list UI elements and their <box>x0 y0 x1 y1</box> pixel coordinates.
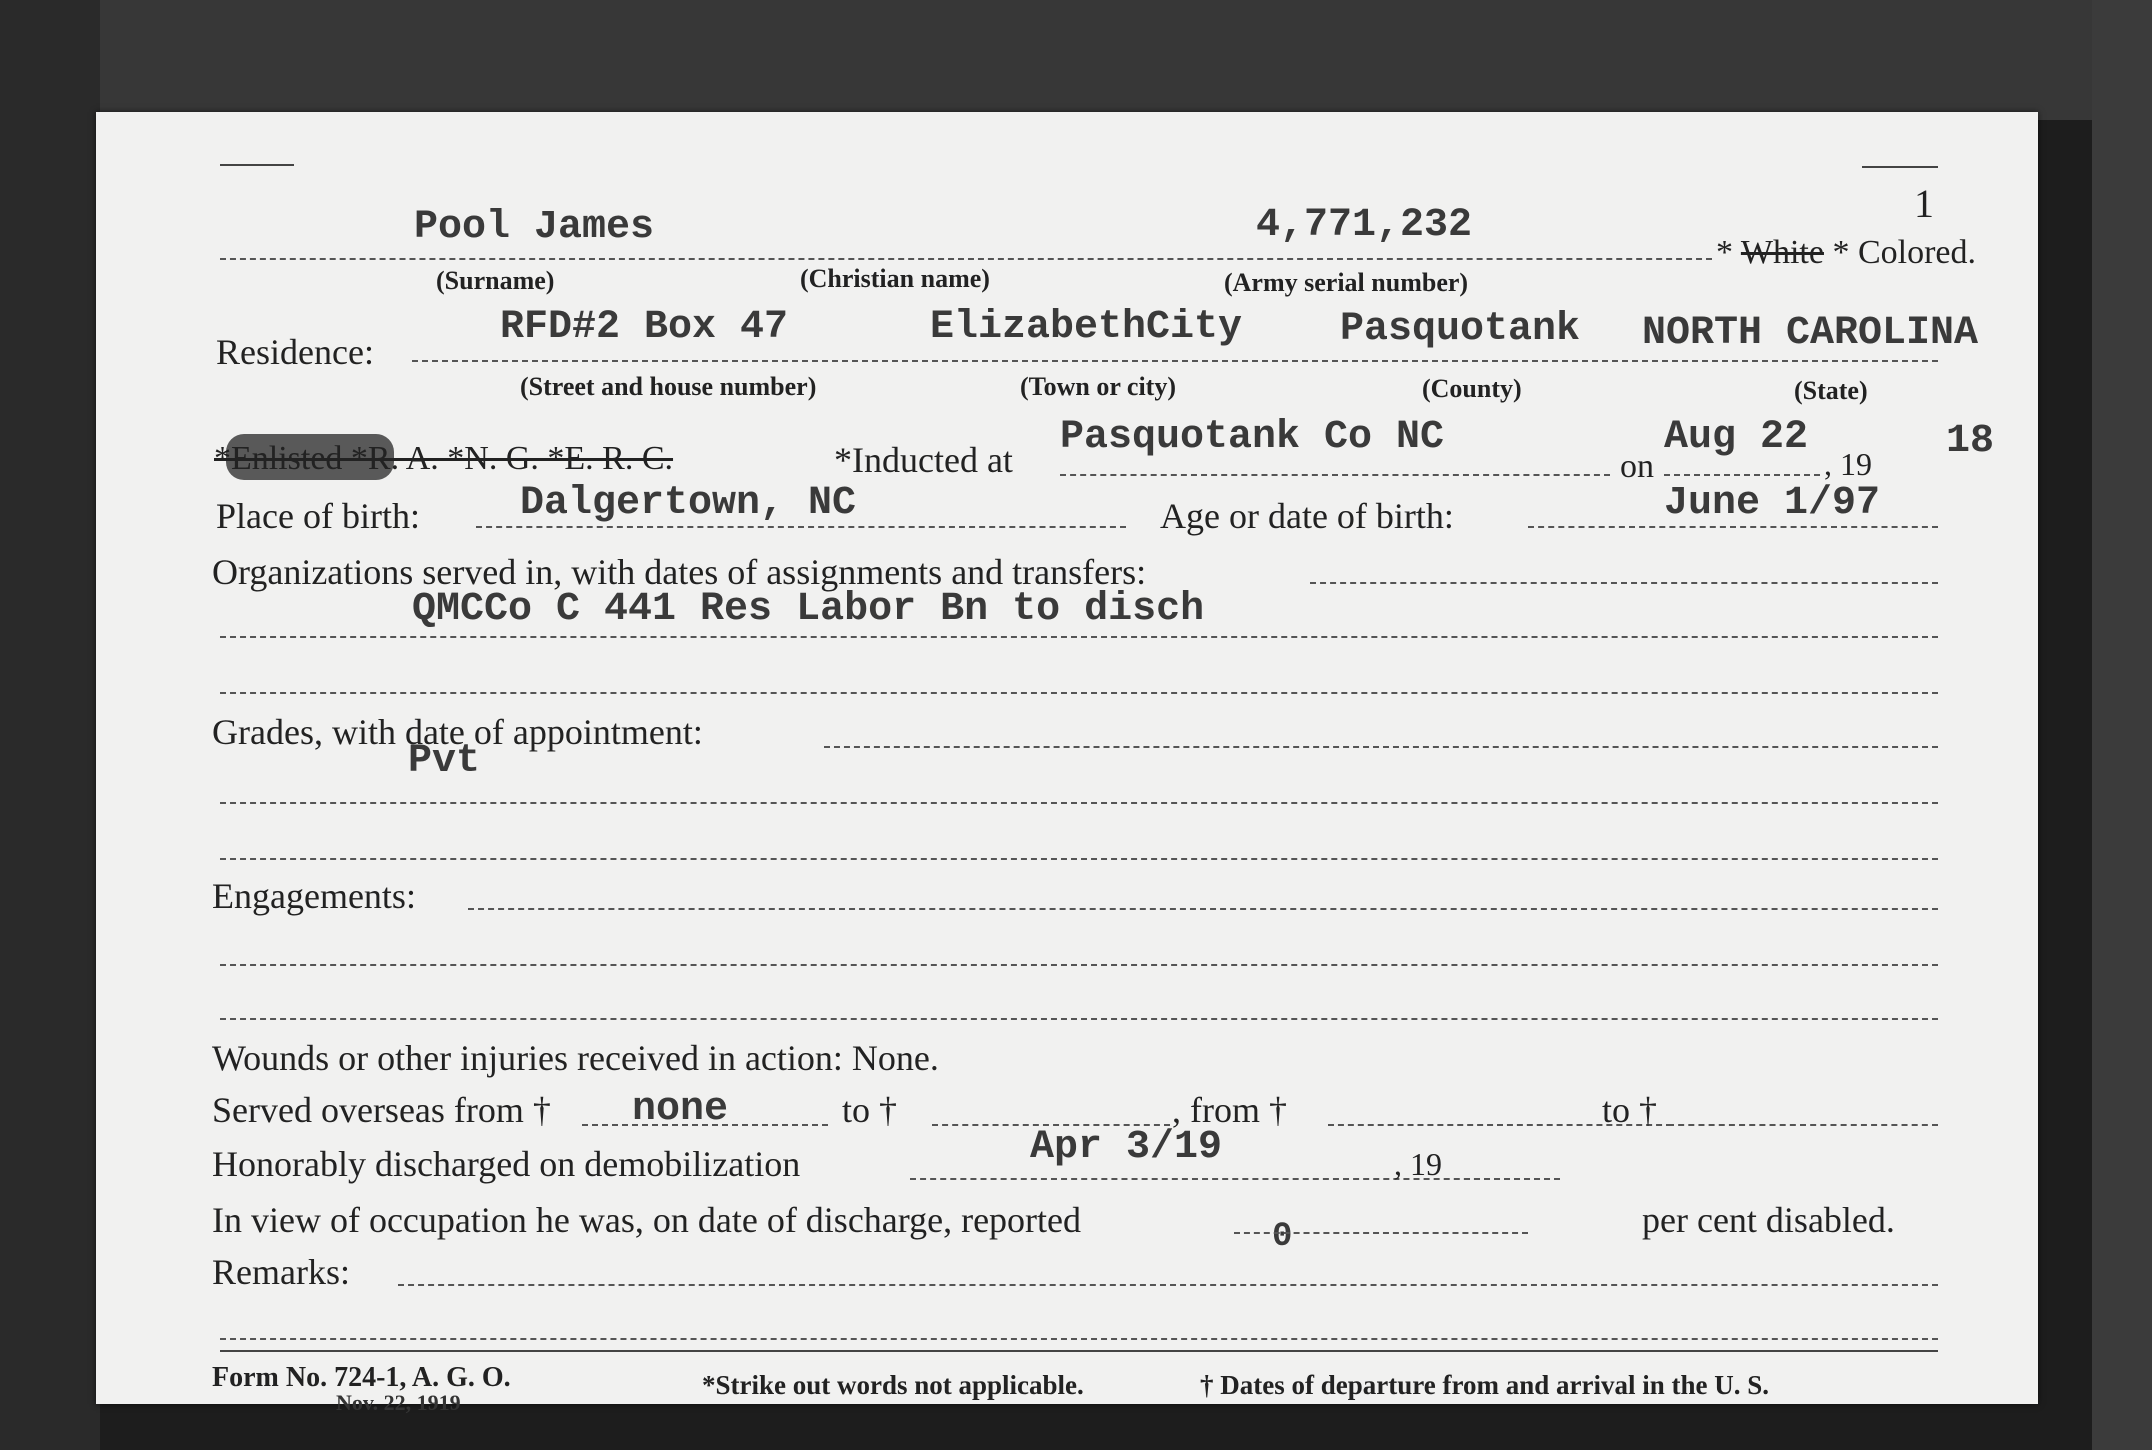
street-caption: (Street and house number) <box>520 372 817 401</box>
residence-town: ElizabethCity <box>930 305 1243 350</box>
overseas-label: Served overseas from † <box>212 1090 551 1130</box>
discharge-date-value: Apr 3/19 <box>1030 1125 1223 1170</box>
residence-label: Residence: <box>216 332 374 372</box>
induction-year-value: 18 <box>1946 419 1995 464</box>
serial-number-value: 4,771,232 <box>1256 203 1473 248</box>
race-options: * White * Colored. <box>1716 234 1977 271</box>
remarks-line-2 <box>220 1338 1938 1340</box>
engagements-line-3 <box>220 1018 1938 1020</box>
card-number: 1 <box>1914 181 1934 226</box>
form-number: Form No. 724-1, A. G. O. <box>212 1362 511 1393</box>
organizations-label: Organizations served in, with dates of assignments and transfers: <box>212 552 1147 592</box>
organizations-line-2 <box>220 636 1938 638</box>
engagements-line-2 <box>220 964 1938 966</box>
inducted-line <box>1060 474 1610 476</box>
grades-line-2 <box>220 802 1938 804</box>
state-caption: (State) <box>1794 376 1868 405</box>
footnote-strike-out: *Strike out words not applicable. <box>702 1370 1084 1400</box>
remarks-line-1 <box>398 1284 1938 1286</box>
name-line <box>220 258 1712 260</box>
overseas-from2-label: , from † <box>1172 1090 1287 1130</box>
overseas-to2-line <box>1668 1124 1938 1126</box>
place-of-birth-line <box>476 526 1126 528</box>
age-value: June 1/97 <box>1664 481 1881 526</box>
county-caption: (County) <box>1422 374 1522 403</box>
place-of-birth-label: Place of birth: <box>216 496 420 536</box>
footer-rule <box>220 1350 1938 1352</box>
town-caption: (Town or city) <box>1020 372 1176 401</box>
service-record-card <box>96 112 2038 1415</box>
serial-caption: (Army serial number) <box>1224 268 1469 297</box>
overseas-to-label: to † <box>842 1090 898 1130</box>
wounds-label: Wounds or other injuries received in action: None. <box>212 1038 939 1078</box>
organizations-value: QMCCo C 441 Res Labor Bn to disch <box>412 587 1205 632</box>
induction-year-prefix: , 19 <box>1824 446 1872 482</box>
residence-county: Pasquotank <box>1340 307 1581 352</box>
discharge-year-line <box>1464 1178 1560 1180</box>
engagements-line-1 <box>468 908 1938 910</box>
disability-suffix: per cent disabled. <box>1642 1200 1895 1240</box>
inducted-label: *Inducted at <box>834 440 1013 480</box>
discharge-year-prefix: , 19 <box>1394 1146 1442 1182</box>
overseas-from-value: none <box>632 1087 729 1132</box>
grades-line-1 <box>824 746 1938 748</box>
organizations-line-1 <box>1310 582 1938 584</box>
inducted-place-value: Pasquotank Co NC <box>1060 415 1445 460</box>
race-white-struck: White <box>1740 234 1824 271</box>
top-left-rule <box>220 164 294 166</box>
induction-date-line <box>1664 474 1820 476</box>
scan-background-right <box>2092 0 2152 1450</box>
residence-line <box>412 360 1938 362</box>
form-date: Nov. 22, 1919 <box>336 1390 461 1415</box>
surname-value: Pool James <box>414 205 655 250</box>
enlistment-options-struck: *Enlisted *R. A. *N. G. *E. R. C. <box>214 440 674 477</box>
wounds-value: None. <box>851 1038 939 1078</box>
age-line <box>1528 526 1938 528</box>
overseas-from-line <box>582 1124 828 1126</box>
race-colored: * Colored. <box>1832 234 1977 271</box>
surname-caption: (Surname) <box>436 266 555 295</box>
residence-street: RFD#2 Box 47 <box>500 305 789 350</box>
grades-label: Grades, with date of appointment: <box>212 712 703 752</box>
on-label: on <box>1620 448 1654 485</box>
organizations-line-3 <box>220 692 1938 694</box>
disability-value: 0 <box>1272 1218 1293 1256</box>
remarks-label: Remarks: <box>212 1252 350 1292</box>
grades-line-3 <box>220 858 1938 860</box>
overseas-to2-label: to † <box>1602 1090 1658 1130</box>
disability-line <box>1234 1232 1528 1234</box>
engagements-label: Engagements: <box>212 876 416 916</box>
discharge-label: Honorably discharged on demobilization <box>212 1144 801 1184</box>
scan-background-left <box>0 0 100 1450</box>
age-label: Age or date of birth: <box>1160 496 1454 536</box>
disability-label: In view of occupation he was, on date of discharge, reported <box>212 1200 1082 1240</box>
scan-background-top <box>0 0 2152 120</box>
top-right-rule <box>1862 166 1938 168</box>
footnote-dates: † Dates of departure from and arrival in the U. S. <box>1200 1370 1769 1400</box>
grades-value: Pvt <box>408 739 481 784</box>
christian-name-caption: (Christian name) <box>800 264 990 293</box>
place-of-birth-value: Dalgertown, NC <box>520 481 857 526</box>
induction-date-value: Aug 22 <box>1664 415 1809 460</box>
residence-state: NORTH CAROLINA <box>1642 311 1979 356</box>
